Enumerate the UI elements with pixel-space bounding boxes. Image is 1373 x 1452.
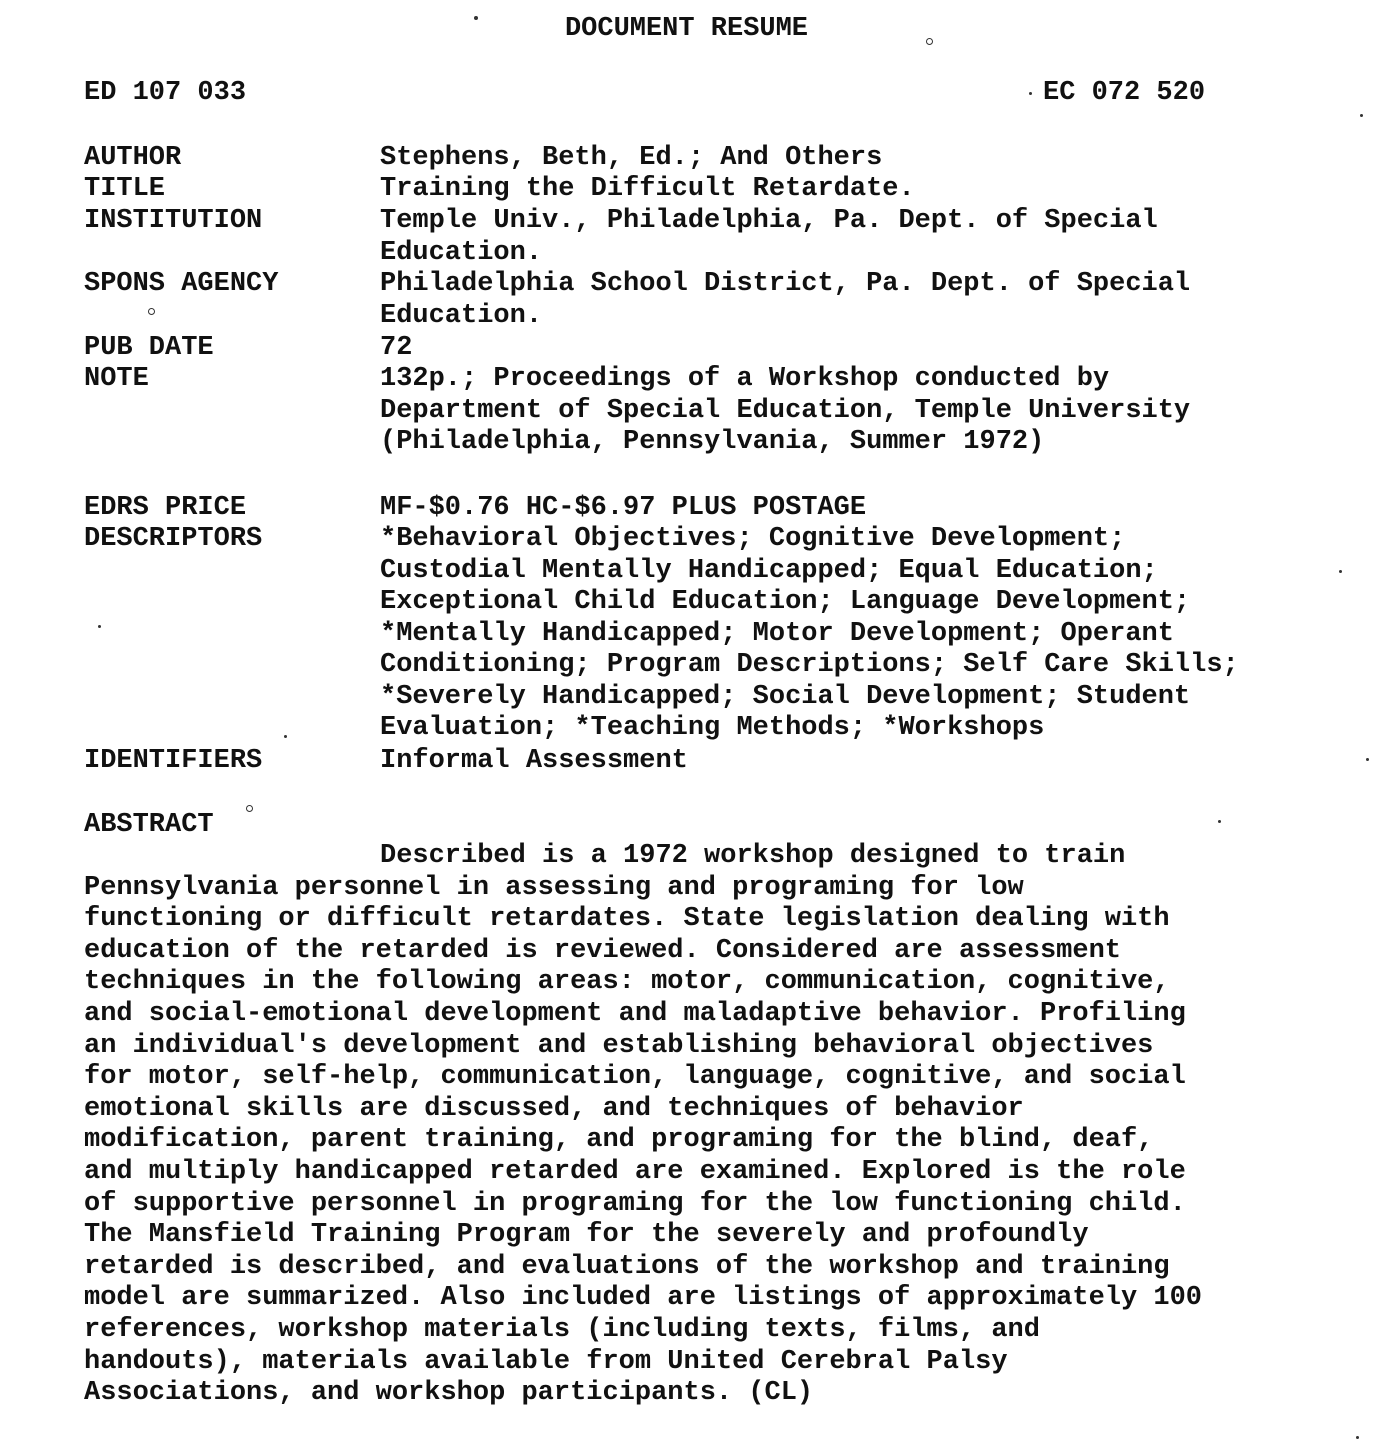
- scan-speck: [148, 308, 155, 315]
- field-value-author: [380, 143, 1370, 175]
- field-line: *Behavioral Objectives; Cognitive Development;: [380, 524, 1126, 554]
- abstract-line: modification, parent training, and programing for the blind, deaf,: [84, 1125, 1154, 1156]
- field-label-descriptors: DESCRIPTORS: [84, 524, 263, 554]
- abstract-line: education of the retarded is reviewed. Considered are assessment: [84, 935, 1121, 966]
- scan-speck: [1366, 758, 1369, 761]
- field-line: Training the Difficult Retardate.: [380, 174, 915, 204]
- scan-speck: [1360, 114, 1363, 117]
- field-label-edrs-price: EDRS PRICE: [84, 493, 247, 523]
- field-label-spons-agency: SPONS AGENCY: [84, 269, 279, 299]
- abstract-line: an individual's development and establishing behavioral objectives: [84, 1030, 1154, 1061]
- field-label-pub-date: PUB DATE: [84, 333, 214, 363]
- field-line: *Mentally Handicapped; Motor Development; Operant: [380, 618, 1174, 649]
- field-line: Exceptional Child Education; Language Development;: [380, 587, 1191, 617]
- scan-speck: [474, 16, 478, 20]
- field-value-institution: [380, 206, 1370, 269]
- abstract-line: and multiply handicapped retarded are examined. Explored is the role: [84, 1156, 1186, 1187]
- document-title: DOCUMENT RESUME: [564, 14, 809, 44]
- field-line: Evaluation; *Teaching Methods; *Workshops: [380, 713, 1045, 743]
- abstract-line: for motor, self-help, communication, language, cognitive, and social: [84, 1062, 1186, 1093]
- field-line: Stephens, Beth, Ed.; And Others: [380, 143, 883, 173]
- abstract-line: The Mansfield Training Program for the severely and profoundly: [84, 1220, 1089, 1251]
- scan-speck: [246, 805, 253, 812]
- field-line: Custodial Mentally Handicapped; Equal Education;: [380, 555, 1158, 586]
- abstract-line: functioning or difficult retardates. State legislation dealing with: [84, 904, 1170, 935]
- abstract-label: ABSTRACT: [84, 810, 214, 840]
- field-line: (Philadelphia, Pennsylvania, Summer 1972): [380, 427, 1045, 457]
- field-value-pub-date: [380, 333, 1370, 365]
- field-line: 132p.; Proceedings of a Workshop conducted by: [380, 364, 1110, 394]
- scan-speck: [1029, 92, 1032, 95]
- abstract-line: Pennsylvania personnel in assessing and programing for low: [84, 872, 1024, 903]
- field-value-title: [380, 174, 1370, 206]
- field-line: Education.: [380, 237, 543, 268]
- field-value-spons-agency: [380, 269, 1370, 332]
- abstract-line: model are summarized. Also included are listings of approximately 100: [84, 1283, 1202, 1314]
- abstract-line: references, workshop materials (including texts, films, and: [84, 1314, 1040, 1345]
- field-value-descriptors: [380, 524, 1370, 745]
- field-line: MF-$0.76 HC-$6.97 PLUS POSTAGE: [380, 493, 867, 523]
- abstract-line: techniques in the following areas: motor, communication, cognitive,: [84, 967, 1170, 998]
- field-label-institution: INSTITUTION: [84, 206, 263, 236]
- field-value-identifiers: [380, 746, 1370, 778]
- field-value-edrs-price: [380, 493, 1370, 525]
- field-line: 72: [380, 333, 413, 363]
- field-line: Education.: [380, 300, 543, 331]
- ed-number: ED 107 033: [84, 78, 247, 108]
- abstract-body: [84, 841, 1369, 1410]
- field-label-identifiers: IDENTIFIERS: [84, 746, 263, 776]
- abstract-line: Associations, and workshop participants. (CL): [84, 1378, 814, 1409]
- abstract-line: Described is a 1972 workshop designed to train: [380, 841, 1126, 871]
- field-line: Informal Assessment: [380, 746, 688, 776]
- abstract-line: retarded is described, and evaluations of the workshop and training: [84, 1251, 1170, 1282]
- abstract-line: and social-emotional development and maladaptive behavior. Profiling: [84, 998, 1186, 1029]
- scan-speck: [926, 38, 933, 45]
- field-line: Department of Special Education, Temple University: [380, 395, 1191, 426]
- field-line: Conditioning; Program Descriptions; Self Care Skills;: [380, 650, 1239, 680]
- field-line: Philadelphia School District, Pa. Dept. of Special: [380, 269, 1191, 299]
- abstract-line: handouts), materials available from United Cerebral Palsy: [84, 1346, 1008, 1377]
- scan-speck: [284, 735, 287, 738]
- field-label-title: TITLE: [84, 174, 166, 204]
- ec-number: EC 072 520: [1043, 78, 1206, 108]
- field-line: Temple Univ., Philadelphia, Pa. Dept. of Special: [380, 206, 1158, 236]
- abstract-line: of supportive personnel in programing for the low functioning child.: [84, 1188, 1186, 1219]
- field-line: *Severely Handicapped; Social Development; Student: [380, 681, 1191, 712]
- scan-speck: [1218, 820, 1221, 823]
- abstract-line: emotional skills are discussed, and techniques of behavior: [84, 1093, 1024, 1124]
- scan-speck: [1339, 570, 1342, 573]
- field-label-note: NOTE: [84, 364, 149, 394]
- field-value-note: [380, 364, 1370, 459]
- field-label-author: AUTHOR: [84, 143, 182, 173]
- scan-speck: [1356, 1436, 1359, 1439]
- scan-speck: [98, 625, 101, 628]
